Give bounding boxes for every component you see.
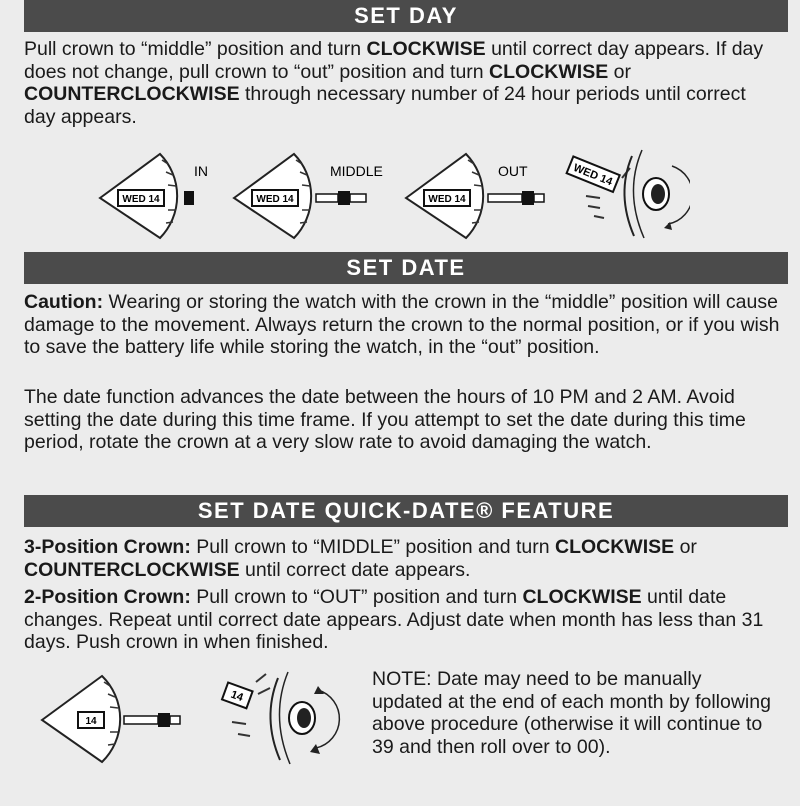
day-window-text: WED 14 [428, 194, 466, 205]
three-position-crown-text: 3-Position Crown: Pull crown to “MIDDLE” position and turn CLOCKWISE or COUNTERCLOCKWISE until correct date appears. [24, 536, 697, 581]
date-window-text: 14 [229, 688, 245, 705]
day-window-text: WED 14 [256, 194, 294, 205]
set-day-header: SET DAY [24, 0, 788, 32]
date-crown-out-diagram [38, 670, 188, 766]
day-window-text: WED 14 [571, 161, 615, 189]
set-date-header: SET DATE [24, 252, 788, 284]
out-label: OUT [498, 163, 528, 179]
middle-label: MIDDLE [330, 163, 383, 179]
set-date-function-text: The date function advances the date between the hours of 10 PM and 2 AM. Avoid setting the date during this time frame. If you attempt to set the date during this time period, rotate the crown at a very slow rate to avoid damaging the watch. [24, 386, 746, 453]
set-date-caution: Caution: Wearing or storing the watch with the crown in the “middle” position will cause damage to the movement. Always return the crown to the normal position, or if you wish to save the battery life while storing the watch, in the “out” position. [24, 291, 780, 358]
quick-date-header: SET DATE QUICK-DATE® FEATURE [24, 495, 788, 527]
date-window-text: 14 [85, 716, 97, 727]
date-crown-rotation-diagram [212, 664, 342, 768]
set-day-instructions: Pull crown to “middle” position and turn CLOCKWISE until correct day appears. If day does not change, pull crown to “out” position and turn CLOCKWISE or COUNTERCLOCKWISE through necessary number of 24 hour periods until correct day appears. [24, 38, 764, 128]
in-label: IN [194, 163, 208, 179]
crown-in-diagram [96, 150, 216, 240]
two-position-crown-text: 2-Position Crown: Pull crown to “OUT” position and turn CLOCKWISE until date changes. Repeat until correct date appears. Adjust date when month has less than 31 days. Push crown in when finished. [24, 586, 764, 653]
crown-out-diagram [402, 150, 552, 240]
crown-rotation-day-diagram [560, 146, 690, 242]
month-end-note: NOTE: Date may need to be manually updated at the end of each month by following above procedure (otherwise it will continue to 39 and then roll over to 00). [372, 668, 771, 758]
day-window-text: WED 14 [122, 194, 160, 205]
crown-middle-diagram [230, 150, 400, 240]
